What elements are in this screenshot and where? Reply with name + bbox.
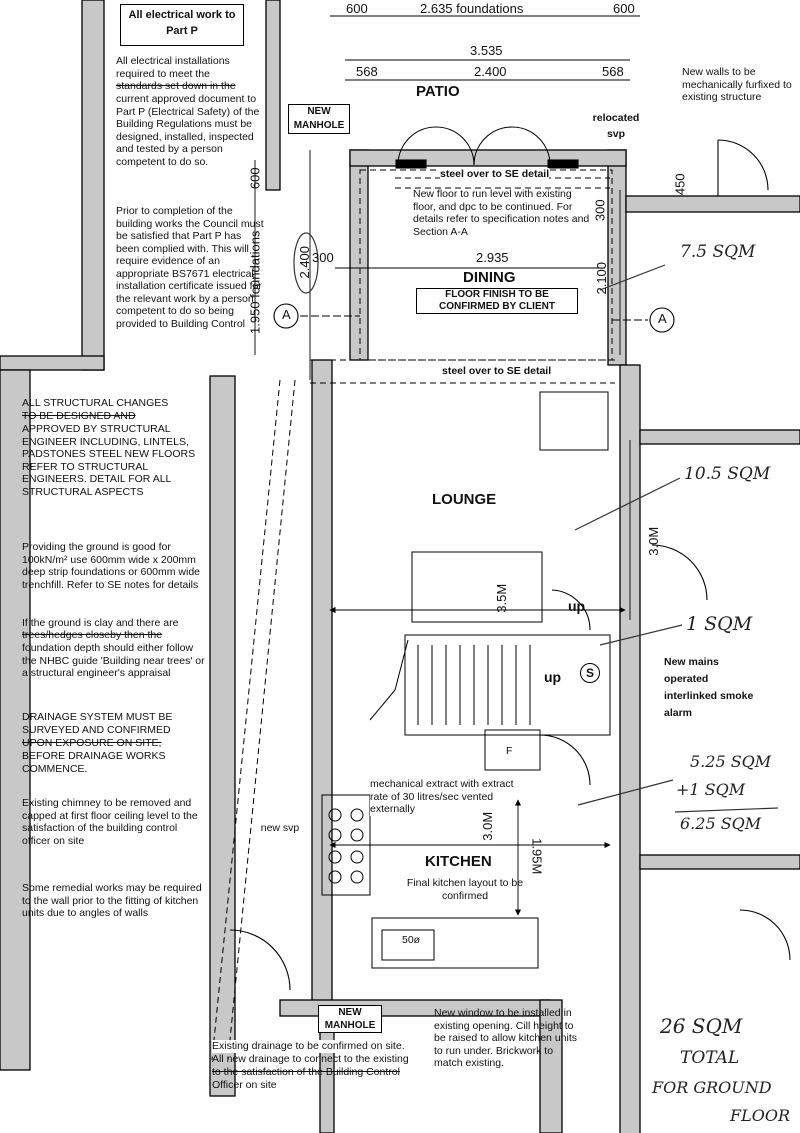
total-area-handwritten-a: 26 SQM — [660, 1014, 743, 1038]
sink-label: 50ø — [402, 934, 421, 946]
dim-3535: 3.535 — [470, 43, 503, 58]
dim-1-95m: 1.95M — [529, 838, 545, 875]
fridge-label: F — [506, 745, 513, 757]
room-kitchen: KITCHEN — [425, 853, 492, 870]
dim-3-5m: 3.5M — [494, 583, 510, 613]
drainage-note-b: UPON EXPOSURE ON SITE, — [22, 737, 162, 749]
extract-note: mechanical extract with extract rate of 30 litres/sec vented externally — [370, 778, 514, 815]
dim-2400: 2.400 — [474, 64, 507, 79]
structural-note-c: APPROVED BY STRUCTURAL ENGINEER INCLUDING, LINTELS, PADSTONES STEEL NEW FLOORS REFER TO STRUCTURAL ENGINEERS. DETAIL FOR ALL STRUCTURAL ASPECTS — [22, 423, 196, 498]
drainage-existing-c: to the satisfaction of the Building Control — [212, 1066, 400, 1078]
dim-600-right: 600 — [613, 1, 635, 16]
new-manhole-bottom: NEW MANHOLE — [318, 1005, 382, 1033]
part-p-text-1b: standards set down in the — [116, 80, 236, 92]
drainage-note-c: BEFORE DRAINAGE WORKS COMMENCE. — [22, 750, 166, 775]
dining-area-handwritten: 7.5 SQM — [680, 242, 756, 262]
drainage-existing-a: Existing drainage to be confirmed on site. — [212, 1040, 427, 1053]
new-window-note: New window to be installed in existing opening. Cill height to be raised to allow kitchen units to run under. Brickwork to match existing. — [434, 1007, 577, 1069]
floor-finish-note: FLOOR FINISH TO BE CONFIRMED BY CLIENT — [416, 288, 578, 314]
remedial-note: Some remedial works may be required to the wall prior to the fitting of kitchen units due to angles of walls — [22, 882, 202, 919]
structural-note-b: TO BE DESIGNED AND — [22, 410, 136, 422]
dim-2100: 2.100 — [594, 261, 610, 295]
new-floor-note: New floor to run level with existing floor, and dpc to be continued. For details refer to specification notes and Section A-A — [413, 188, 590, 238]
section-a-left: A — [282, 307, 291, 322]
up-label-2: up — [544, 669, 562, 685]
structural-note-a: ALL STRUCTURAL CHANGES — [22, 397, 169, 409]
part-p-text-1a: All electrical installations required to meet the — [116, 55, 230, 80]
new-svp-note: new svp — [260, 822, 300, 834]
dim-600-left: 600 — [346, 1, 368, 16]
room-patio: PATIO — [416, 83, 460, 100]
room-dining: DINING — [463, 269, 516, 286]
clay-note-b: trees/hedges closeby then the — [22, 629, 163, 641]
up-label-1: up — [568, 598, 586, 614]
drainage-note-a: DRAINAGE SYSTEM MUST BE SURVEYED AND CONFIRMED — [22, 711, 173, 736]
total-area-handwritten-b: TOTAL — [680, 1048, 740, 1068]
new-walls-note: New walls to be mechanically furfixed to existing structure — [682, 66, 792, 103]
section-a-right: A — [658, 311, 667, 326]
clay-note-c: foundation depth should either follow the NHBC guide 'Building near trees' or a structural engineer's appraisal — [22, 642, 205, 679]
lounge-area-handwritten: 10.5 SQM — [684, 464, 771, 484]
steel-over-note-1: steel over to SE detail — [440, 168, 550, 180]
part-p-text-2: Prior to completion of the building works the Council must be satisfied that Part P has been complied with. This will require evidence of an appropriate BS7671 electrical installation certificate issued for the relevant work by a person competent to do so being provided to Building Control — [116, 205, 264, 330]
part-p-title: All electrical work to Part P — [120, 4, 244, 46]
chimney-note: Existing chimney to be removed and capped at first floor ceiling level to the satisfaction of the building control officer on site — [22, 797, 198, 847]
dim-1950: 1.950 foundations — [247, 230, 263, 334]
total-area-handwritten-d: FLOOR — [730, 1106, 791, 1125]
total-area-handwritten-c: FOR GROUND — [652, 1078, 772, 1097]
hall-area-handwritten: 1 SQM — [686, 613, 753, 635]
dim-568-left: 568 — [356, 64, 378, 79]
new-manhole-top: NEW MANHOLE — [288, 104, 350, 134]
kitchen-area-handwritten-c: 6.25 SQM — [680, 814, 762, 833]
dim-568-right: 568 — [602, 64, 624, 79]
dim-3-0m-lounge: 3.0M — [646, 526, 662, 556]
smoke-alarm-note: New mains operated interlinked smoke alarm — [664, 656, 754, 719]
ground-note: Providing the ground is good for 100kN/m² use 600mm wide x 200mm deep strip foundations or 600mm wide trenchfill. Refer to SE notes for details — [22, 541, 201, 591]
dim-300-right: 300 — [592, 199, 608, 222]
kitchen-area-handwritten-b: +1 SQM — [676, 780, 746, 799]
dim-2400-vert: 2.400 — [297, 245, 313, 279]
kitchen-area-handwritten-a: 5.25 SQM — [690, 752, 772, 771]
kitchen-layout-note: Final kitchen layout to be confirmed — [406, 877, 524, 902]
dim-3-0m-kitchen: 3.0M — [480, 811, 496, 841]
dim-2635: 2.635 foundations — [420, 1, 524, 16]
relocated-svp-note: relocated svp — [592, 112, 640, 140]
steel-over-note-2: steel over to SE detail — [442, 365, 552, 377]
room-lounge: LOUNGE — [432, 491, 497, 508]
drainage-existing-d: Officer on site — [212, 1079, 277, 1091]
dim-300-left: 300 — [312, 250, 334, 265]
clay-note-a: If the ground is clay and there are — [22, 617, 179, 629]
drainage-existing-b: All new drainage to connect to the existing — [212, 1053, 409, 1065]
dim-450: 450 — [672, 173, 688, 196]
dim-2935: 2.935 — [476, 250, 509, 265]
dim-600-vert: 600 — [247, 167, 263, 190]
smoke-alarm-symbol: S — [580, 663, 600, 683]
part-p-text-1c: current approved document to Part P (Electrical Safety) of the Building Regulations must be designed, installed, inspected and tested by a person competent to do so. — [116, 93, 260, 168]
